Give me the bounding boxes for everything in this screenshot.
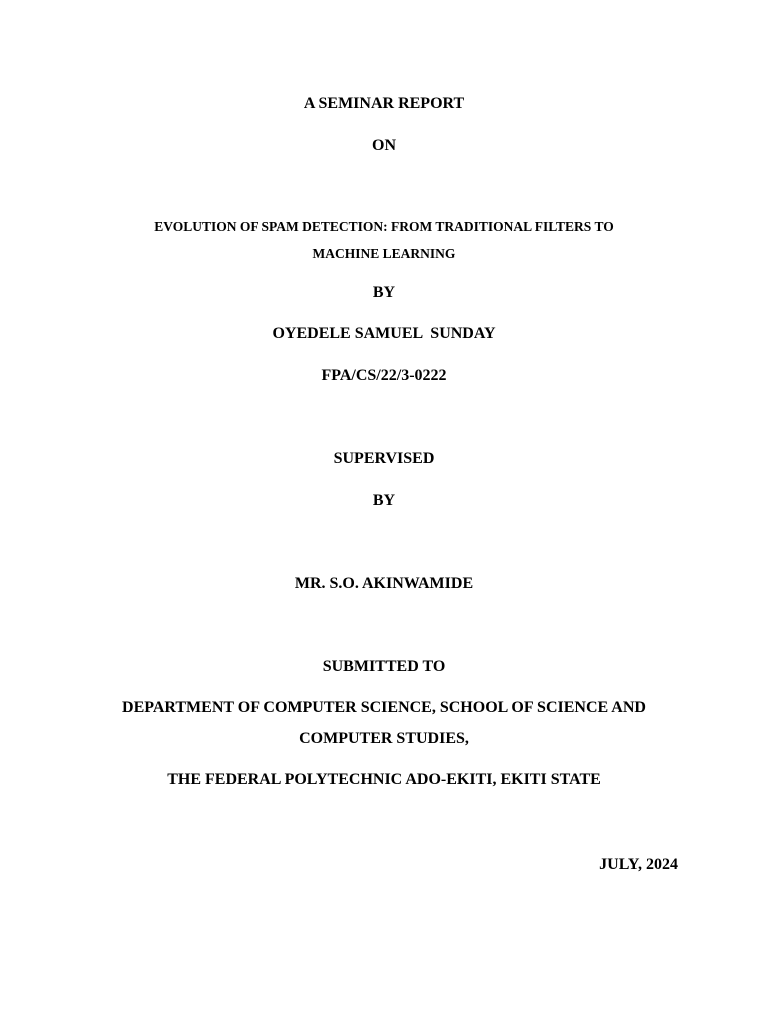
- supervised-by-label: BY: [372, 492, 396, 509]
- report-heading: A SEMINAR REPORT: [303, 95, 465, 112]
- author-name: OYEDELE SAMUEL SUNDAY: [272, 325, 496, 342]
- submitted-to-label: SUBMITTED TO: [322, 658, 446, 675]
- supervisor-name: MR. S.O. AKINWAMIDE: [294, 575, 474, 592]
- submission-date: JULY, 2024: [599, 856, 678, 873]
- institution-name: THE FEDERAL POLYTECHNIC ADO-EKITI, EKITI STATE: [167, 771, 601, 788]
- supervised-label: SUPERVISED: [333, 450, 435, 467]
- by-label: BY: [372, 284, 396, 301]
- on-label: ON: [372, 137, 396, 154]
- matric-number: FPA/CS/22/3-0222: [321, 367, 447, 384]
- report-title-line-1: EVOLUTION OF SPAM DETECTION: FROM TRADITIONAL FILTERS TO: [154, 219, 614, 234]
- department-line-1: DEPARTMENT OF COMPUTER SCIENCE, SCHOOL OF SCIENCE AND: [122, 699, 646, 716]
- report-title-line-2: MACHINE LEARNING: [312, 246, 456, 261]
- department-line-2: COMPUTER STUDIES,: [299, 730, 469, 747]
